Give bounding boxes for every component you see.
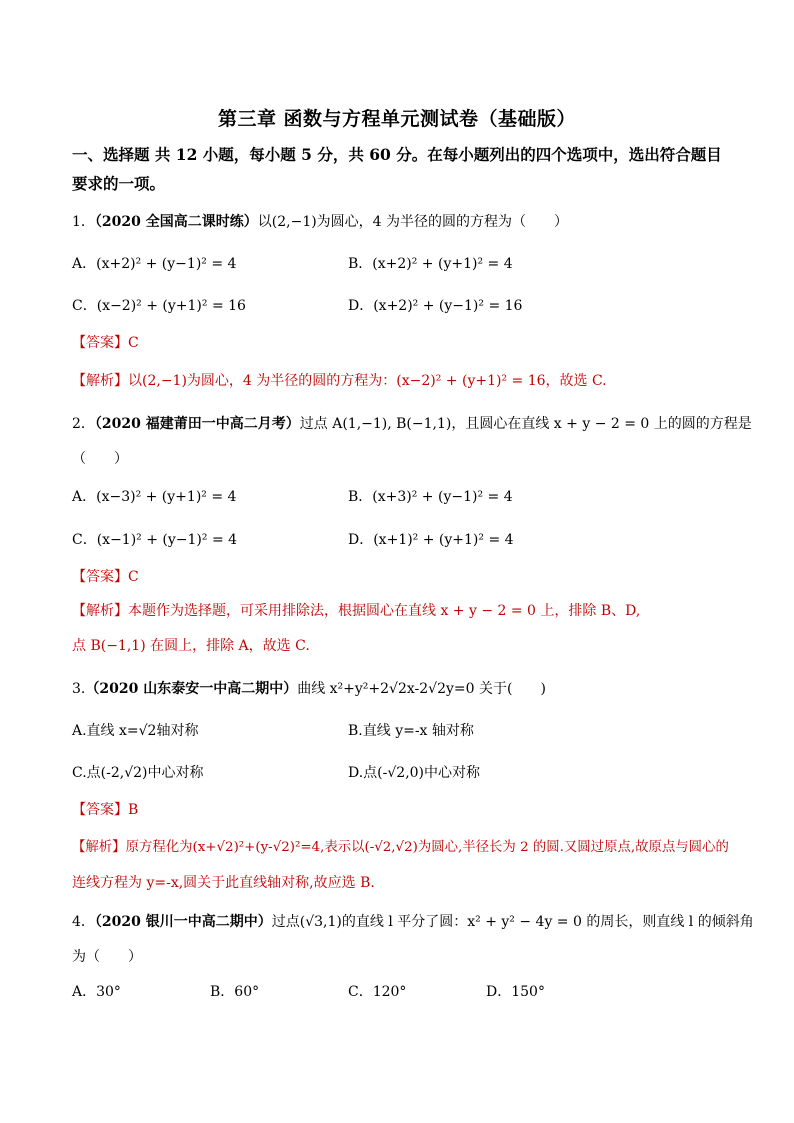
question-number: 1． — [72, 214, 95, 230]
analysis-text: 以(2,−1)为圆心，4 为半径的圆的方程为：(x−2)² + (y+1)² = 16，故选 C. — [128, 373, 607, 389]
question-4-option-d: D．150° — [486, 984, 545, 1000]
analysis-key: 【解析】 — [72, 840, 126, 855]
question-4-stem-cont: 为（ ） — [72, 949, 142, 965]
question-number: 2． — [72, 416, 95, 432]
question-4-option-b: B．60° — [210, 984, 260, 1000]
question-1-analysis — [72, 371, 607, 391]
question-1-option-d: D．(x+2)² + (y−1)² = 16 — [348, 298, 523, 314]
question-source: （2020 全国高二课时练） — [94, 214, 258, 230]
question-2-stem-cont: （ ） — [72, 451, 128, 467]
question-3-stem — [72, 679, 546, 699]
section-heading-line-2: 要求的一项。 — [72, 174, 166, 193]
analysis-text: 原方程化为(x+√2)²+(y-√2)²=4,表示以(-√2,√2)为圆心,半径长为 2 的圆.又圆过原点,故原点与圆心的 — [125, 840, 729, 855]
question-2-option-c: C．(x−1)² + (y−1)² = 4 — [72, 532, 238, 548]
analysis-key: 【解析】 — [72, 603, 128, 619]
question-text: 以(2,−1)为圆心，4 为半径的圆的方程为（ ） — [257, 214, 569, 230]
question-3-option-d: D.点(-√2,0)中心对称 — [348, 765, 481, 781]
question-3-analysis — [72, 838, 729, 858]
question-number: 4． — [72, 914, 95, 930]
question-text: 过点 A(1,−1), B(−1,1)，且圆心在直线 x + y − 2 = 0 上的圆的方程是 — [299, 416, 752, 432]
question-3-option-b: B.直线 y=-x 轴对称 — [348, 723, 474, 739]
question-text: 曲线 x²+y²+2√2x-2√2y=0 关于( ) — [297, 681, 546, 697]
answer-value: C — [128, 335, 139, 351]
question-1-option-c: C．(x−2)² + (y+1)² = 16 — [72, 298, 246, 314]
section-heading-line-1: 一、选择题 共 12 小题，每小题 5 分，共 60 分。在每小题列出的四个选项中，选出符合题目 — [72, 145, 722, 164]
section-heading — [72, 140, 732, 198]
question-2-analysis — [72, 601, 640, 621]
question-2-option-d: D．(x+1)² + (y+1)² = 4 — [348, 532, 514, 548]
answer-value: B — [128, 802, 139, 818]
question-source: （2020 福建莆田一中高二月考） — [94, 416, 300, 432]
question-number: 3. — [72, 681, 86, 697]
question-2-stem — [72, 414, 752, 434]
analysis-text: 本题作为选择题，可采用排除法，根据圆心在直线 x + y − 2 = 0 上，排除 B、D, — [128, 603, 641, 619]
question-3-answer — [72, 800, 138, 820]
page-title: 第三章 函数与方程单元测试卷（基础版） — [217, 108, 577, 130]
question-1-stem — [72, 212, 568, 232]
question-3-option-c: C.点(-2,√2)中心对称 — [72, 765, 204, 781]
question-3-analysis-cont: 连线方程为 y=-x,圆关于此直线轴对称,故应选 B. — [72, 875, 375, 891]
question-text: 过点(√3,1)的直线 l 平分了圆：x² + y² − 4y = 0 的周长，则直线 l 的倾斜角 — [271, 914, 754, 930]
question-source: （2020 山东泰安一中高二期中） — [85, 681, 298, 697]
question-2-answer — [72, 567, 139, 587]
question-2-option-a: A．(x−3)² + (y+1)² = 4 — [72, 489, 237, 505]
answer-key: 【答案】 — [72, 569, 128, 585]
question-1-answer — [72, 333, 139, 353]
answer-key: 【答案】 — [72, 335, 128, 351]
question-1-option-b: B．(x+2)² + (y+1)² = 4 — [348, 256, 513, 272]
answer-key: 【答案】 — [72, 802, 128, 818]
question-2-analysis-cont: 点 B(−1,1) 在圆上，排除 A，故选 C. — [72, 638, 310, 654]
analysis-key: 【解析】 — [72, 373, 128, 389]
question-4-option-c: C．120° — [348, 984, 407, 1000]
question-1-option-a: A．(x+2)² + (y−1)² = 4 — [72, 256, 237, 272]
answer-value: C — [128, 569, 139, 585]
question-2-option-b: B．(x+3)² + (y−1)² = 4 — [348, 489, 513, 505]
question-4-option-a: A．30° — [72, 984, 121, 1000]
question-3-option-a: A.直线 x=√2轴对称 — [72, 723, 199, 739]
question-source: （2020 银川一中高二期中） — [94, 914, 272, 930]
question-4-stem — [72, 912, 754, 932]
